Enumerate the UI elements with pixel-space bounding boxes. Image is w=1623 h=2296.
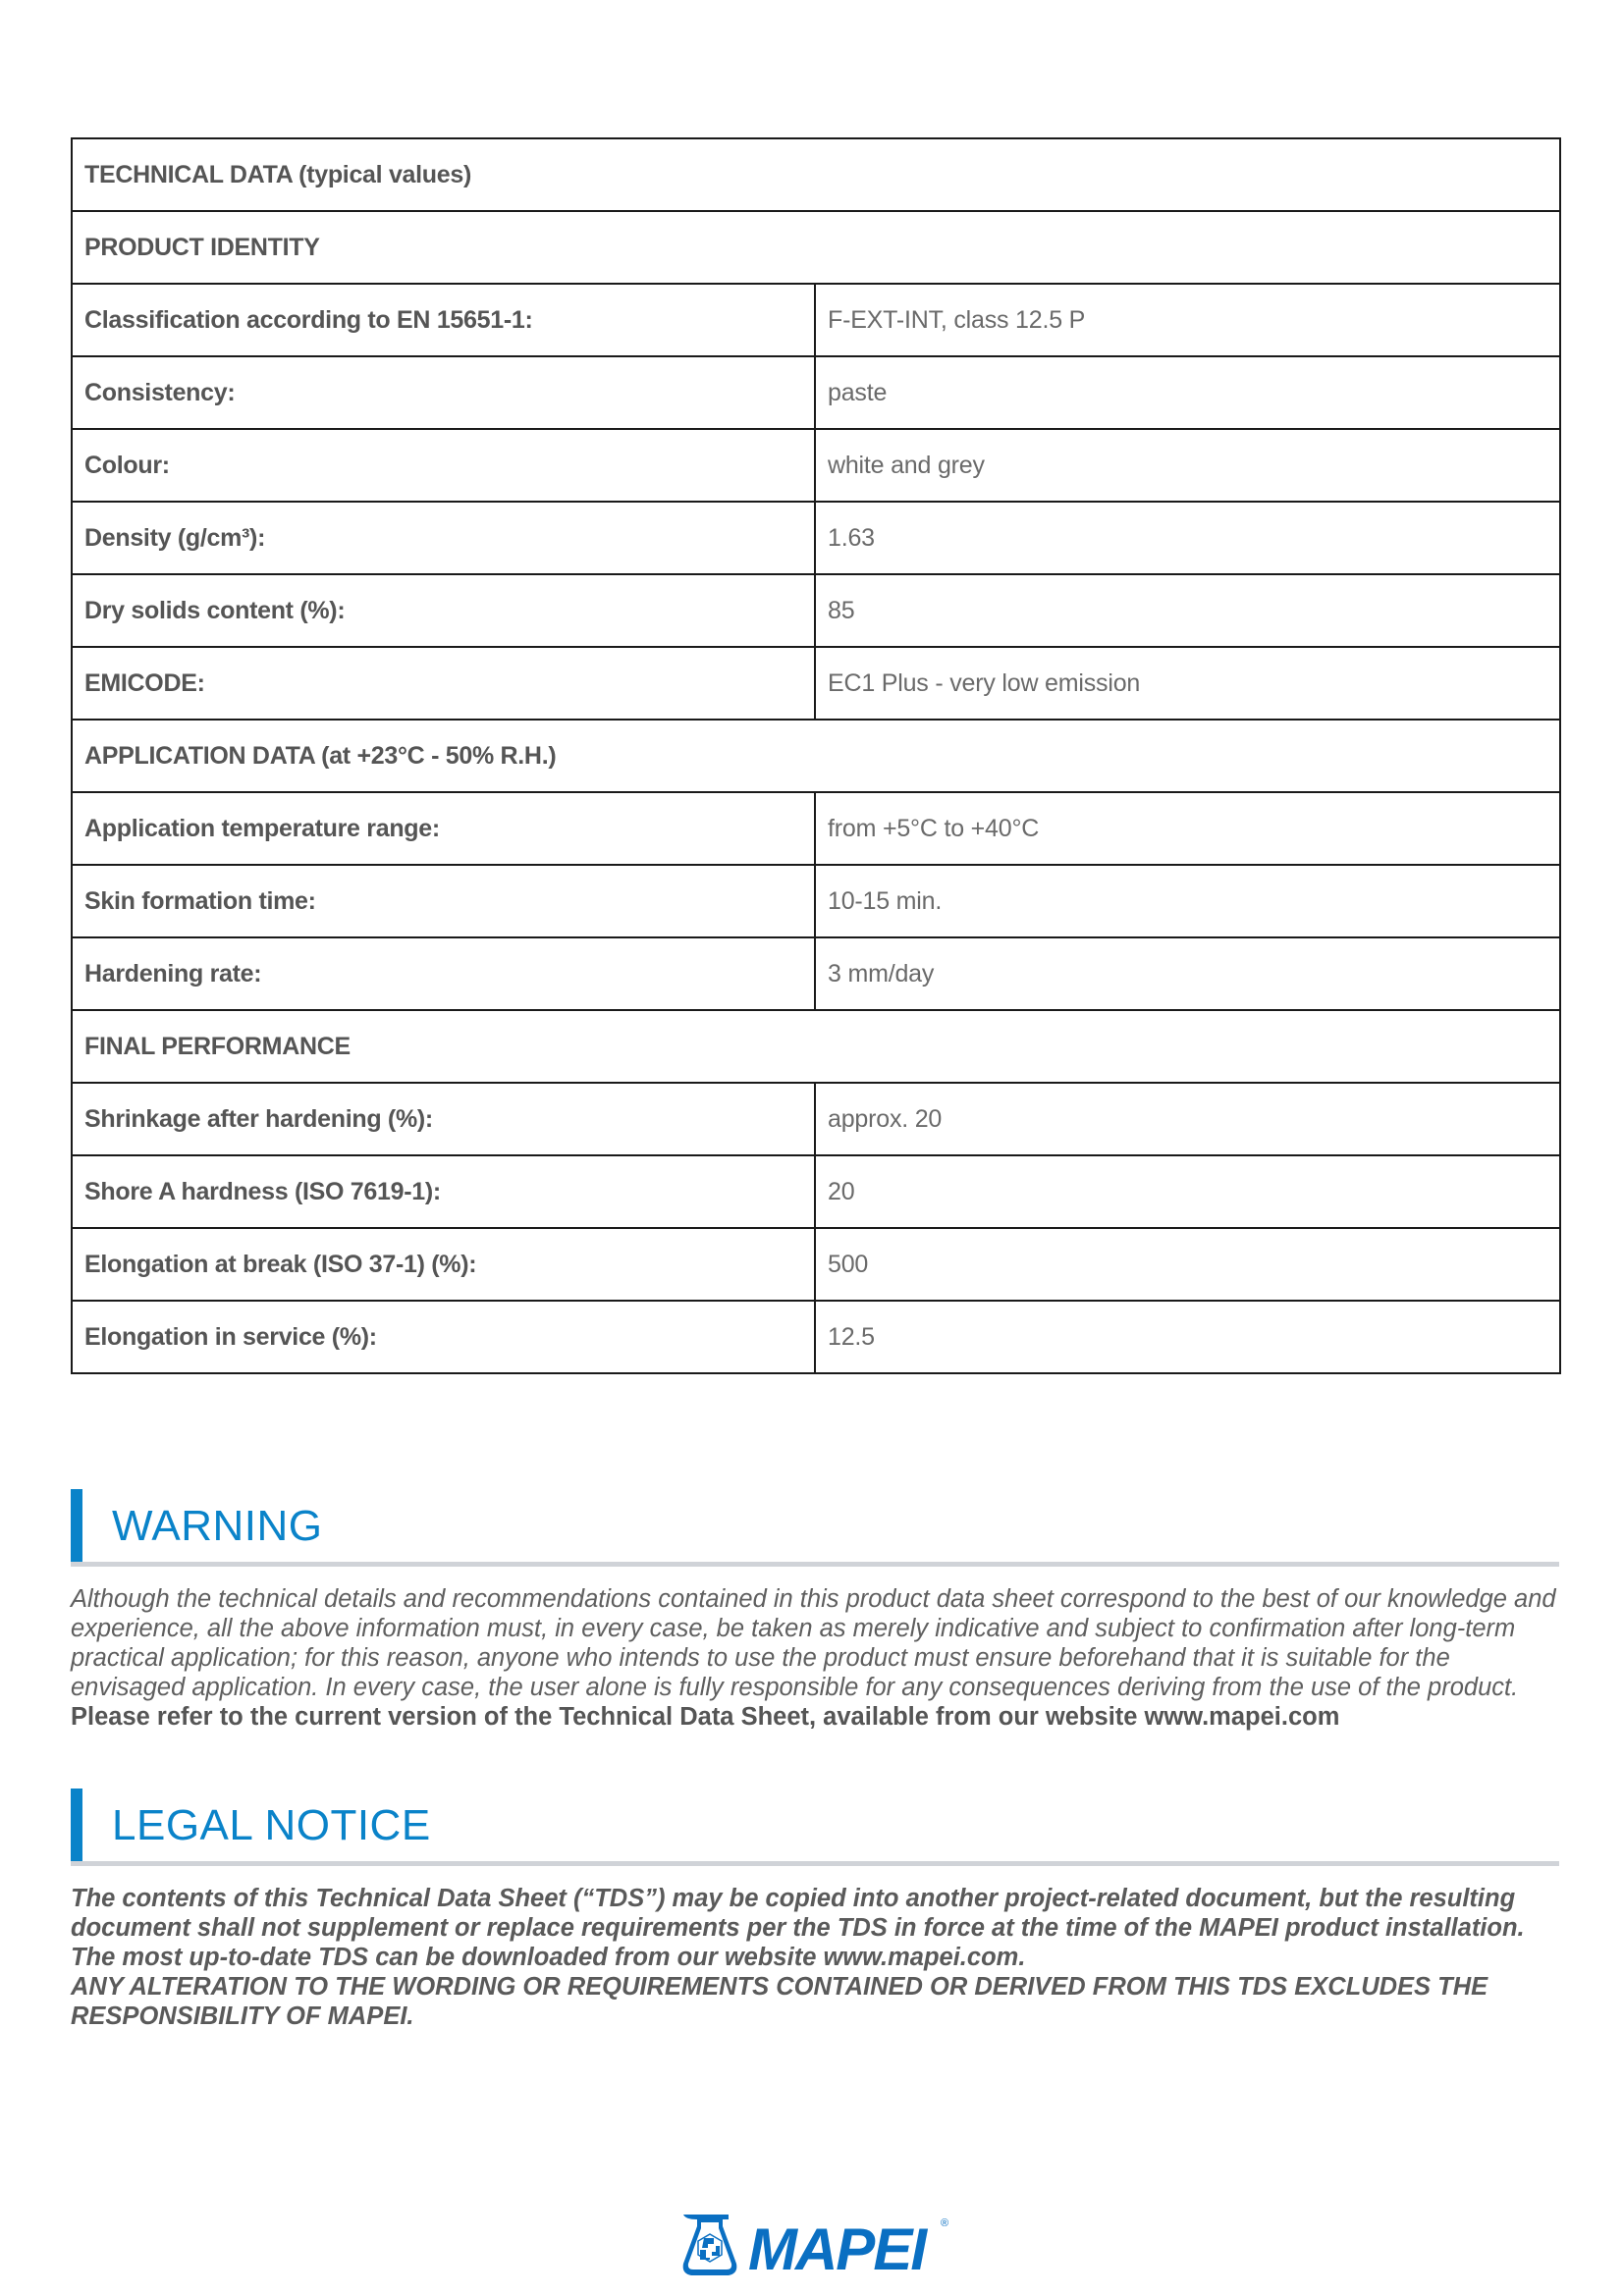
table-row xyxy=(72,865,1560,937)
row-label: Elongation in service (%): xyxy=(72,1301,815,1373)
mapei-flask-icon xyxy=(683,2215,737,2275)
row-value: approx. 20 xyxy=(815,1083,1560,1155)
row-value: 1.63 xyxy=(815,502,1560,574)
table-row-section xyxy=(72,1010,1560,1083)
section-header-application-data: APPLICATION DATA (at +23°C - 50% R.H.) xyxy=(72,720,1560,792)
legal-notice-section-header xyxy=(71,1789,1559,1866)
warning-section-header xyxy=(71,1489,1559,1567)
row-label: Shrinkage after hardening (%): xyxy=(72,1083,815,1155)
row-value: F-EXT-INT, class 12.5 P xyxy=(815,284,1560,356)
accent-bar xyxy=(71,1789,82,1863)
table-row xyxy=(72,937,1560,1010)
row-value: EC1 Plus - very low emission xyxy=(815,647,1560,720)
table-row-section xyxy=(72,720,1560,792)
row-value: from +5°C to +40°C xyxy=(815,792,1560,865)
legal-notice-paragraph: ANY ALTERATION TO THE WORDING OR REQUIREMENTS CONTAINED OR DERIVED FROM THIS TDS EXCLUDES THE RESPONSIBILITY OF MAPEI. xyxy=(71,1973,1488,2030)
row-label: Classification according to EN 15651-1: xyxy=(72,284,815,356)
row-value: 20 xyxy=(815,1155,1560,1228)
table-row xyxy=(72,647,1560,720)
row-label: Colour: xyxy=(72,429,815,502)
row-label: Shore A hardness (ISO 7619-1): xyxy=(72,1155,815,1228)
row-label: Density (g/cm³): xyxy=(72,502,815,574)
row-value: 3 mm/day xyxy=(815,937,1560,1010)
table-row xyxy=(72,792,1560,865)
row-value: paste xyxy=(815,356,1560,429)
row-label: Hardening rate: xyxy=(72,937,815,1010)
row-value: white and grey xyxy=(815,429,1560,502)
row-label: Elongation at break (ISO 37-1) (%): xyxy=(72,1228,815,1301)
table-row xyxy=(72,1083,1560,1155)
section-divider xyxy=(71,1562,1559,1567)
accent-bar xyxy=(71,1489,82,1564)
legal-notice-title: LEGAL NOTICE xyxy=(112,1801,431,1849)
row-value: 10-15 min. xyxy=(815,865,1560,937)
mapei-logo xyxy=(677,2211,952,2281)
row-label: Dry solids content (%): xyxy=(72,574,815,647)
row-value: 12.5 xyxy=(815,1301,1560,1373)
warning-title: WARNING xyxy=(112,1502,323,1550)
registered-mark: ® xyxy=(941,2217,949,2229)
row-label: Application temperature range: xyxy=(72,792,815,865)
section-header-technical-data: TECHNICAL DATA (typical values) xyxy=(72,138,1560,211)
legal-notice-paragraph: The most up-to-date TDS can be downloaded from our website www.mapei.com. xyxy=(71,1944,1026,1971)
table-row xyxy=(72,502,1560,574)
row-label: EMICODE: xyxy=(72,647,815,720)
technical-data-table-body xyxy=(72,138,1560,1373)
row-label: Skin formation time: xyxy=(72,865,815,937)
table-row xyxy=(72,574,1560,647)
table-row-section xyxy=(72,211,1560,284)
section-header-final-performance: FINAL PERFORMANCE xyxy=(72,1010,1560,1083)
table-row xyxy=(72,1155,1560,1228)
table-row-section xyxy=(72,138,1560,211)
row-label: Consistency: xyxy=(72,356,815,429)
row-value: 85 xyxy=(815,574,1560,647)
table-row xyxy=(72,1301,1560,1373)
row-value: 500 xyxy=(815,1228,1560,1301)
table-row xyxy=(72,1228,1560,1301)
legal-notice-paragraph: The contents of this Technical Data Sheet (“TDS”) may be copied into another project-related document, but the resulting document shall not supplement or replace requirements per the TDS in force at the time of the MAPEI product installation. xyxy=(71,1885,1525,1942)
warning-website-note: Please refer to the current version of the Technical Data Sheet, available from our website www.mapei.com xyxy=(71,1703,1340,1731)
table-row xyxy=(72,356,1560,429)
table-row xyxy=(72,429,1560,502)
section-header-product-identity: PRODUCT IDENTITY xyxy=(72,211,1560,284)
legal-notice-body xyxy=(71,1884,1559,2031)
technical-data-table xyxy=(71,137,1561,1374)
section-divider xyxy=(71,1861,1559,1866)
table-row xyxy=(72,284,1560,356)
mapei-logo-graphic xyxy=(677,2211,952,2281)
warning-body xyxy=(71,1584,1559,1732)
warning-disclaimer-text: Although the technical details and recommendations contained in this product data sheet correspond to the best of our knowledge and experience, all the above information must, in every case, be taken as merely indicative and subject to confirmation after long-term practical application; for this reason, anyone who intends to use the product must ensure beforehand that it is suitable for the envisaged application. In every case, the user alone is fully responsible for any consequences deriving from the use of the product. xyxy=(71,1585,1556,1701)
mapei-wordmark: MAPEI xyxy=(748,2216,926,2281)
